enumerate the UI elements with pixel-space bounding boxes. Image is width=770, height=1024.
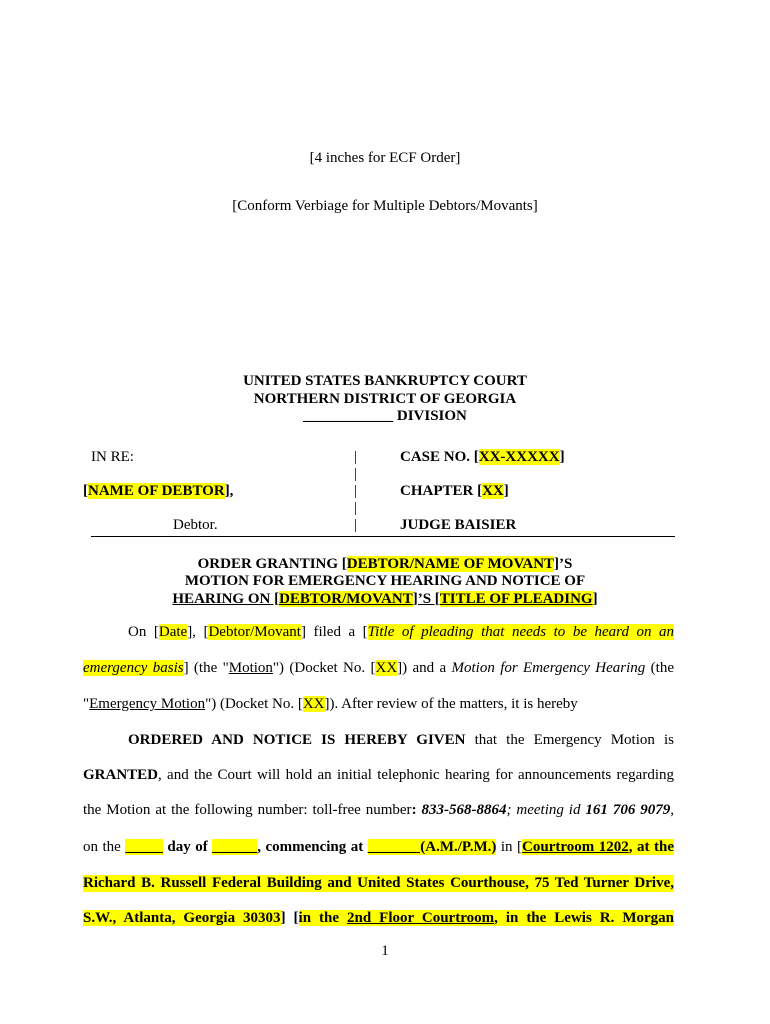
caption-divider: | [354, 483, 358, 499]
chapter-placeholder: XX [482, 483, 504, 499]
order-title-line-1: ORDER GRANTING [DEBTOR/NAME OF MOVANT]’S [197, 556, 573, 572]
court-district: NORTHERN DISTRICT OF GEORGIA [253, 391, 517, 407]
para1-line-1: On [Date], [Debtor/Movant] filed a [Title of pleading that needs to be heard on an [128, 624, 674, 640]
page-number: 1 [381, 943, 389, 959]
judge-name: JUDGE BAISIER [400, 517, 517, 533]
order-title-line-2: MOTION FOR EMERGENCY HEARING AND NOTICE OF [184, 573, 586, 589]
court-division: ____________ DIVISION [303, 408, 467, 424]
para1-line-3: "Emergency Motion") (Docket No. [XX]). After review of the matters, it is hereby [83, 696, 578, 712]
ecf-space-note: [4 inches for ECF Order] [309, 150, 461, 166]
caption-divider: | [354, 466, 358, 482]
debtor-name-placeholder: NAME OF DEBTOR [88, 483, 225, 499]
para1-line-2: emergency basis] (the "Motion") (Docket No. [XX]) and a Motion for Emergency Hearing (the [83, 660, 674, 676]
conform-verbiage-note: [Conform Verbiage for Multiple Debtors/Movants] [232, 198, 538, 214]
para2-line-1: ORDERED AND NOTICE IS HEREBY GIVEN that the Emergency Motion is [128, 732, 674, 748]
caption-rule [91, 536, 675, 537]
court-name: UNITED STATES BANKRUPTCY COURT [243, 373, 527, 389]
para2-line-2: GRANTED, and the Court will hold an initial telephonic hearing for announcements regarding [83, 767, 674, 783]
caption-divider: | [354, 500, 358, 516]
chapter-number: CHAPTER [XX] [400, 483, 509, 499]
caption-divider: | [354, 517, 358, 533]
debtor-label: Debtor. [173, 517, 218, 533]
para2-line-5: Richard B. Russell Federal Building and United States Courthouse, 75 Ted Turner Drive, [83, 875, 674, 891]
para2-line-4: on the _____ day of ______, commencing at _______(A.M./P.M.) in [Courtroom 1202, at the [83, 839, 675, 855]
debtor-name: [NAME OF DEBTOR], [83, 483, 234, 499]
toll-free-number: 833-568-8864 [416, 802, 507, 818]
para2-line-6: S.W., Atlanta, Georgia 30303] [in the 2nd Floor Courtroom, in the Lewis R. Morgan [83, 910, 674, 926]
in-re-label: IN RE: [91, 449, 134, 465]
meeting-id: 161 706 9079 [585, 802, 671, 818]
case-number-placeholder: XX-XXXXX [478, 449, 560, 465]
case-number: CASE NO. [XX-XXXXX] [400, 449, 565, 465]
division-blank: ____________ [303, 408, 394, 424]
order-title-line-3: HEARING ON [DEBTOR/MOVANT]’S [TITLE OF PLEADING] [172, 591, 598, 607]
para2-line-3: the Motion at the following number: toll-free number: 833-568-8864; meeting id 161 706 9079, [83, 802, 675, 818]
caption-divider: | [354, 449, 358, 465]
